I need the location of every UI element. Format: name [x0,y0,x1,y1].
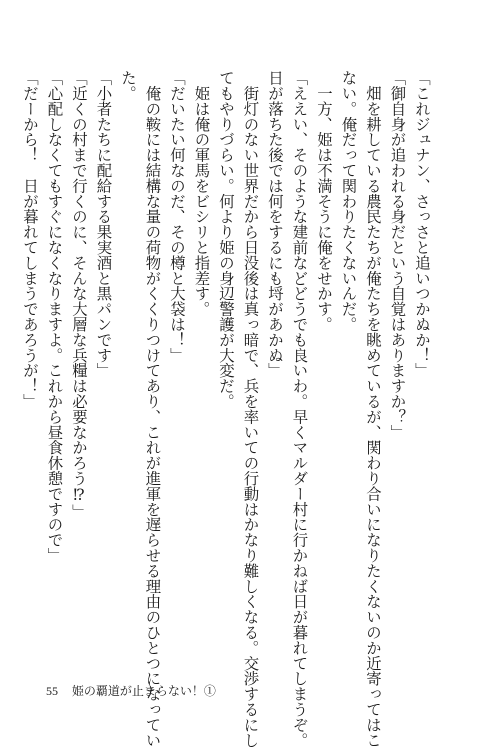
text-line-15: 「近くの村まで行くのに、そんな大層な兵糧は必要なかろう⁉」 [70,70,88,520]
text-line-10: 姫は俺の軍馬をビシリと指差す。 [192,70,211,317]
text-line-1: 「これジュナン、さっさと追いつかぬか！」 [413,70,431,378]
page-number: 55 [46,684,58,698]
text-line-11: 「だいたい何なのだ、その樽と大袋は！」 [168,70,186,363]
text-line-8: 街灯のない世界だから日没後は真っ暗で、兵を率いての行動はかなり難しくなる。交渉するにし [241,70,260,748]
text-line-7: 日が落ちた後では何をするにも埒があかぬ」 [266,70,284,378]
text-line-13: た。 [119,70,137,101]
text-line-2: 「御自身が追われる身だという自覚はありますか？」 [388,70,407,440]
text-line-14: 「小者たちに配給する果実酒と黒パンです」 [94,70,113,378]
text-line-6: 「ええい、そのような建前などどうでも良いわ。早くマルダー村に行かねば日が暮れてしまうぞ。 [290,70,309,748]
text-line-4: ない。俺だって関わりたくないんだ。 [339,70,358,332]
text-line-3: 畑を耕している農民たちが俺たちを眺めているが、関わり合いになりたくないのか近寄ってはこ [364,70,382,748]
text-line-12: 俺の鞍には結構な量の荷物がくくりつけてあり、これが進軍を遅らせる理由のひとつになってい [143,70,162,748]
text-line-5: 一方、姫は不満そうに俺をせかす。 [315,70,333,332]
text-line-9: てもやりづらい。何より姫の身辺警護が大変だ。 [217,70,235,409]
running-title: 姫の覇道が止まらない！① [71,684,216,698]
text-line-16: 「心配しなくてもすぐになくなりますよ。これから昼食休憩ですので」 [45,70,64,563]
text-line-17: 「だーから！ 日が暮れてしまうであろうが！」 [21,70,39,409]
page-footer [46,684,216,698]
